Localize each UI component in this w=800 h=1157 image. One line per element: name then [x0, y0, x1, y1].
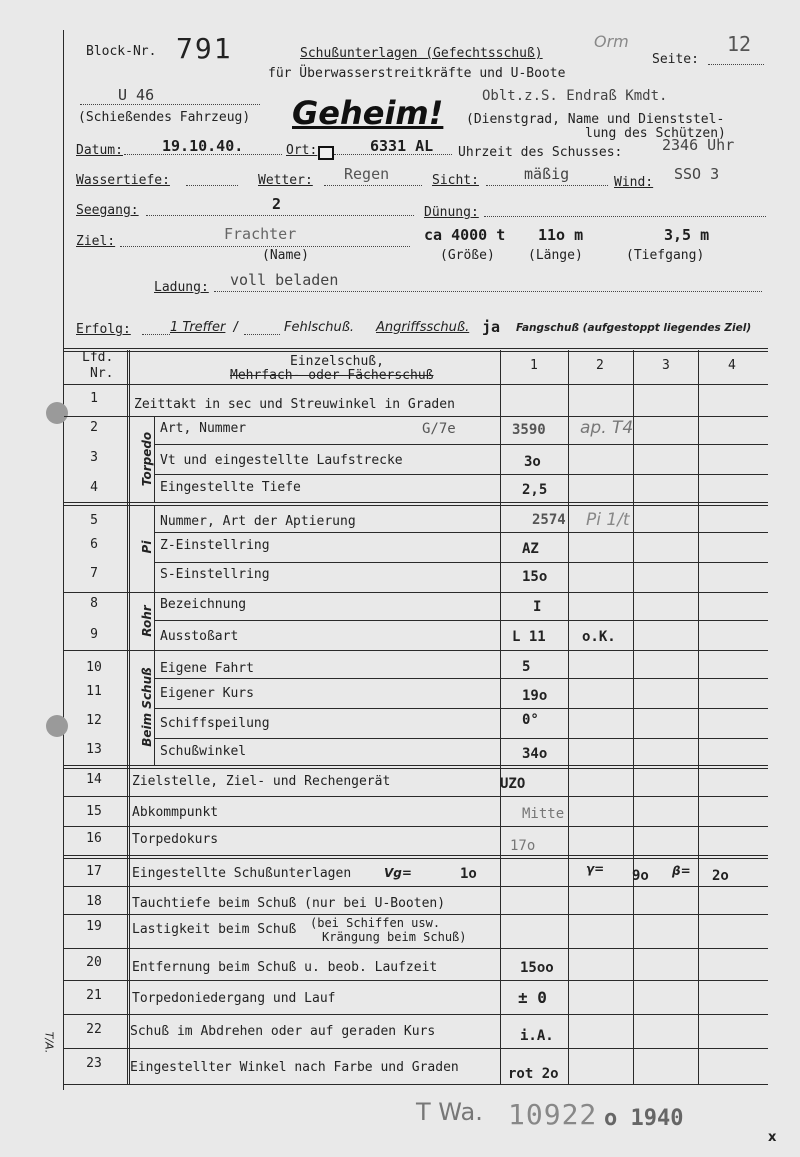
row-4-v1: 2,5 — [522, 482, 548, 498]
row-18-nr: 18 — [86, 894, 102, 909]
row-17-gamma-value: 9o — [632, 868, 649, 884]
ziel-groesse-label: (Größe) — [440, 248, 495, 263]
row-12-v1: 0° — [522, 712, 539, 728]
row-12-nr: 12 — [86, 713, 102, 728]
row-17-beta-label: β= — [672, 864, 691, 878]
row-2-label: Art, Nummer — [160, 421, 247, 436]
row-16-v1: 17o — [510, 838, 536, 854]
group-pi-label: Pi — [140, 540, 154, 554]
col-3: 3 — [662, 358, 670, 373]
row-21-nr: 21 — [86, 988, 102, 1003]
erfolg-angriffsschuss: Angriffsschuß. — [376, 320, 470, 335]
row-19-label-b2: Krängung beim Schuß) — [322, 930, 467, 944]
row-20-v1: 15oo — [520, 960, 554, 976]
row-10-v1: 5 — [522, 659, 531, 675]
row-13-nr: 13 — [86, 742, 102, 757]
ladung-label: Ladung: — [154, 280, 209, 295]
erfolg-treffer: 1 Treffer — [170, 320, 226, 335]
row-22-v1: i.A. — [520, 1028, 554, 1044]
row-15-label: Abkommpunkt — [132, 805, 219, 820]
archive-stamp-suffix: o 1940 — [604, 1106, 684, 1131]
erfolg-fangschuss: Fangschuß (aufgestoppt liegendes Ziel) — [516, 322, 752, 334]
row-2-extra: G/7e — [422, 421, 456, 437]
row-14-v1: UZO — [500, 776, 526, 792]
row-8-nr: 8 — [90, 596, 98, 611]
row-6-nr: 6 — [90, 537, 98, 552]
row-15-v1: Mitte — [522, 806, 565, 822]
ziel-laenge-label: (Länge) — [528, 248, 583, 263]
row-10-nr: 10 — [86, 660, 102, 675]
form-title-line1: Schußunterlagen (Gefechtsschuß) — [300, 46, 543, 61]
row-11-nr: 11 — [86, 684, 102, 699]
archive-stamp-prefix: T Wa. — [416, 1098, 483, 1126]
row-3-v1: 3o — [524, 454, 541, 470]
block-label: Block-Nr. — [86, 44, 157, 59]
sicht-value: mäßig — [524, 165, 570, 183]
wind-value: SSO 3 — [674, 165, 720, 183]
archive-stamp-number: 10922 — [508, 1098, 598, 1131]
seite-label: Seite: — [652, 52, 699, 67]
row-13-v1: 34o — [522, 746, 548, 762]
commander-value: Oblt.z.S. Endraß Kmdt. — [482, 88, 668, 104]
uhrzeit-label: Uhrzeit des Schusses: — [458, 145, 623, 160]
erfolg-ja: ja — [482, 318, 501, 336]
row-5-nr: 5 — [90, 513, 98, 528]
row-21-label: Torpedoniedergang und Lauf — [132, 991, 336, 1006]
row-14-nr: 14 — [86, 772, 102, 787]
row-11-label: Eigener Kurs — [160, 686, 254, 701]
erfolg-label: Erfolg: — [76, 322, 131, 337]
row-10-label: Eigene Fahrt — [160, 661, 254, 676]
row-18-label: Tauchtiefe beim Schuß (nur bei U-Booten) — [132, 896, 446, 911]
duenung-label: Dünung: — [424, 205, 479, 220]
wassertiefe-label: Wassertiefe: — [76, 173, 170, 188]
commander-label-1: (Dienstgrad, Name und Dienststel- — [466, 112, 725, 127]
seegang-label: Seegang: — [76, 203, 139, 218]
corner-mark: x — [768, 1130, 777, 1145]
col-4: 4 — [728, 358, 736, 373]
col-2: 2 — [596, 358, 604, 373]
row-17-gamma-label: γ= — [586, 862, 605, 876]
row-20-label: Entfernung beim Schuß u. beob. Laufzeit — [132, 960, 438, 975]
grid-square-icon — [318, 146, 334, 160]
row-23-label: Eingestellter Winkel nach Farbe und Graden — [130, 1060, 459, 1075]
col-nr: Nr. — [90, 366, 114, 381]
row-9-label: Ausstoßart — [160, 629, 239, 644]
row-13-label: Schußwinkel — [160, 744, 247, 759]
row-5-label: Nummer, Art der Aptierung — [160, 514, 356, 529]
ziel-groesse-value: ca 4000 t — [424, 226, 506, 244]
ort-label: Ort: — [286, 143, 318, 158]
vessel-label: (Schießendes Fahrzeug) — [78, 110, 251, 125]
ort-value: 6331 AL — [370, 137, 434, 155]
row-17-vg-label: Vg= — [384, 866, 412, 880]
ladung-value: voll beladen — [230, 271, 339, 289]
ziel-label: Ziel: — [76, 234, 116, 249]
row-19-label: Lastigkeit beim Schuß — [132, 922, 297, 937]
row-16-nr: 16 — [86, 831, 102, 846]
block-number: 791 — [176, 32, 233, 65]
row-7-v1: 15o — [522, 569, 548, 585]
seegang-value: 2 — [272, 195, 282, 213]
erfolg-slash: / — [232, 320, 240, 335]
row-2-v2: ap. T4 — [580, 418, 634, 438]
geheim-stamp: Geheim! — [292, 94, 444, 132]
row-21-v1: ± 0 — [518, 988, 547, 1007]
row-6-v1: AZ — [522, 541, 539, 557]
group-torpedo-label: Torpedo — [140, 431, 154, 487]
vessel-value: U 46 — [118, 86, 155, 104]
row-3-nr: 3 — [90, 450, 98, 465]
row-23-v1: rot 2o — [508, 1066, 559, 1082]
col-einzelschuss: Einzelschuß, — [290, 354, 384, 369]
commander-label-2: lung des Schützen) — [585, 126, 726, 141]
row-5-v2: Pi 1/t — [586, 510, 630, 530]
ziel-name-value: Frachter — [224, 225, 297, 243]
row-19-nr: 19 — [86, 919, 102, 934]
wind-label: Wind: — [614, 175, 654, 190]
seite-value: 12 — [727, 32, 752, 56]
row-7-nr: 7 — [90, 566, 98, 581]
row-17-nr: 17 — [86, 864, 102, 879]
row-17-beta-value: 2o — [712, 868, 729, 884]
wetter-value: Regen — [344, 165, 390, 183]
row-22-label: Schuß im Abdrehen oder auf geraden Kurs — [130, 1024, 436, 1039]
row-1-label: Zeittakt in sec und Streuwinkel in Graden — [134, 397, 455, 412]
sicht-label: Sicht: — [432, 173, 479, 188]
row-23-nr: 23 — [86, 1056, 102, 1071]
row-12-label: Schiffspeilung — [160, 716, 270, 731]
group-rohr-label: Rohr — [140, 605, 154, 637]
row-19-label-b1: (bei Schiffen usw. — [310, 916, 441, 930]
datum-label: Datum: — [76, 143, 123, 158]
ziel-laenge-value: 11o m — [538, 226, 584, 244]
uhrzeit-value: 2346 Uhr — [662, 136, 735, 154]
wetter-label: Wetter: — [258, 173, 313, 188]
row-20-nr: 20 — [86, 955, 102, 970]
margin-note: T/A. — [42, 1031, 56, 1054]
row-9-v1: L 11 — [512, 629, 546, 645]
row-9-nr: 9 — [90, 627, 98, 642]
row-16-label: Torpedokurs — [132, 832, 219, 847]
form-title-line2: für Überwasserstreitkräfte und U-Boote — [268, 66, 566, 81]
col-mehrfach: Mehrfach- oder Fächerschuß — [230, 368, 434, 383]
row-4-nr: 4 — [90, 480, 98, 495]
row-8-label: Bezeichnung — [160, 597, 247, 612]
row-11-v1: 19o — [522, 688, 548, 704]
row-14-label: Zielstelle, Ziel- und Rechengerät — [132, 774, 391, 789]
datum-value: 19.10.40. — [162, 137, 244, 155]
row-9-v2: o.K. — [582, 629, 616, 645]
handwritten-stamp: Orm — [594, 32, 629, 51]
row-1-nr: 1 — [90, 391, 98, 406]
ziel-tiefgang-value: 3,5 m — [664, 226, 710, 244]
row-3-label: Vt und eingestellte Laufstrecke — [160, 453, 403, 468]
row-22-nr: 22 — [86, 1022, 102, 1037]
row-4-label: Eingestellte Tiefe — [160, 480, 301, 495]
col-1: 1 — [530, 358, 538, 373]
erfolg-fehlschuss: Fehlschuß. — [284, 320, 355, 335]
row-6-label: Z-Einstellring — [160, 538, 270, 553]
row-17-label: Eingestellte Schußunterlagen — [132, 866, 352, 881]
row-8-v1: I — [533, 599, 542, 615]
row-17-vg-value: 1o — [460, 866, 477, 882]
ziel-tiefgang-label: (Tiefgang) — [626, 248, 705, 263]
row-15-nr: 15 — [86, 804, 102, 819]
group-beim-schuss-label: Beim Schuß — [140, 667, 154, 747]
row-7-label: S-Einstellring — [160, 567, 270, 582]
ziel-name-label: (Name) — [262, 248, 309, 263]
row-2-v1: 3590 — [512, 422, 546, 438]
row-2-nr: 2 — [90, 420, 98, 435]
row-5-v1: 2574 — [532, 512, 566, 528]
col-lfd: Lfd. — [82, 350, 114, 365]
